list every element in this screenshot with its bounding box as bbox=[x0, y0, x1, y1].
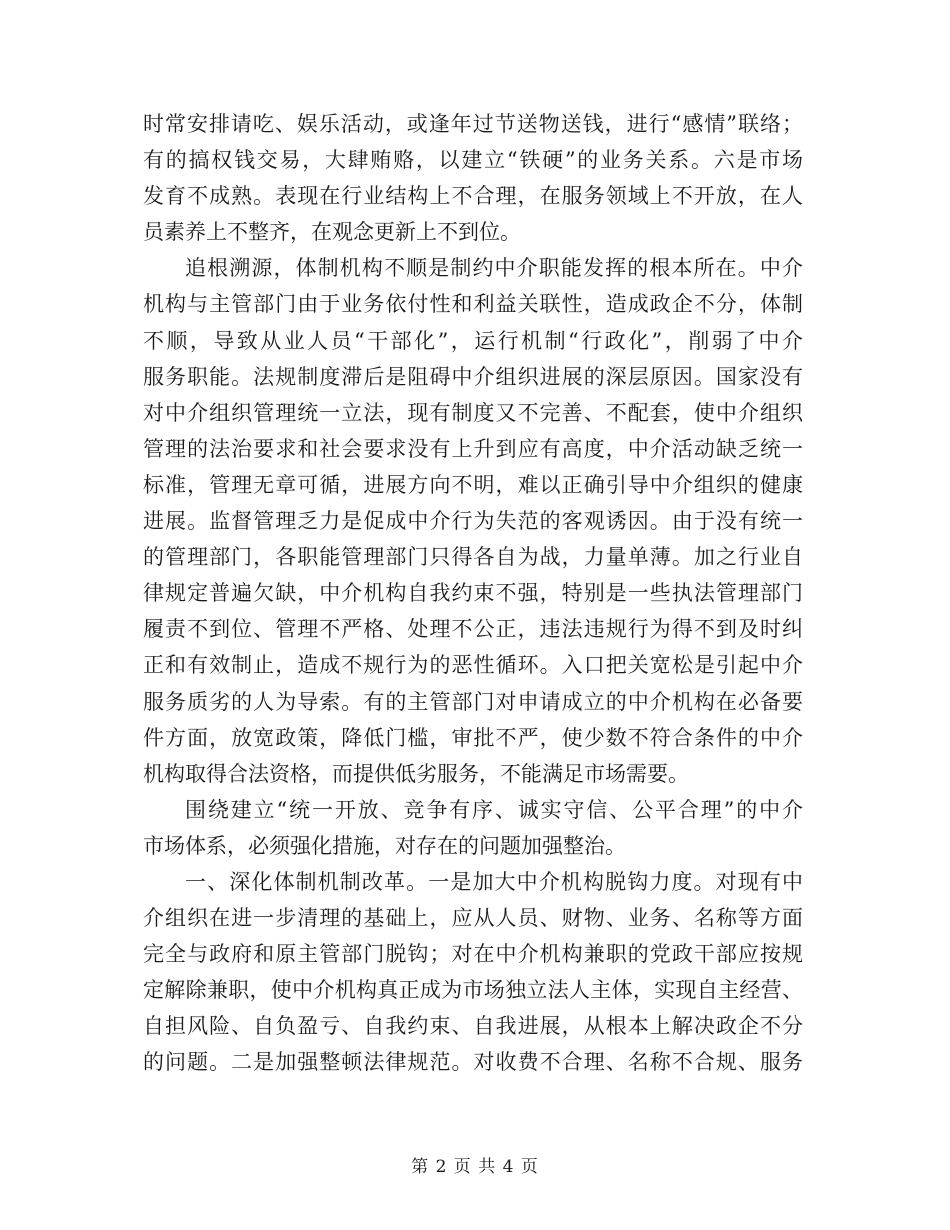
text-line: 发育不成熟。表现在行业结构上不合理，在服务领域上不开放，在人 bbox=[143, 184, 803, 209]
text-line: 的问题。二是加强整顿法律规范。对收费不合理、名称不合规、服务 bbox=[143, 1050, 803, 1075]
text-line: 完全与政府和原主管部门脱钩；对在中介机构兼职的党政干部应按规 bbox=[143, 942, 803, 967]
text-line: 履责不到位、管理不严格、处理不公正，违法违规行为得不到及时纠 bbox=[143, 617, 803, 642]
text-line: 对中介组织管理统一立法，现有制度又不完善、不配套，使中介组织 bbox=[143, 400, 803, 425]
text-line: 服务质劣的人为导索。有的主管部门对申请成立的中介机构在必备要 bbox=[143, 689, 803, 714]
text-line: 定解除兼职，使中介机构真正成为市场独立法人主体，实现自主经营、 bbox=[143, 978, 803, 1003]
text-line: 有的搞权钱交易，大肆贿赂，以建立“铁硬”的业务关系。六是市场 bbox=[143, 148, 803, 173]
text-line: 机构取得合法资格，而提供低劣服务，不能满足市场需要。 bbox=[143, 761, 689, 786]
text-line: 进展。监督管理乏力是促成中介行为失范的客观诱因。由于没有统一 bbox=[143, 509, 803, 534]
text-line: 律规定普遍欠缺，中介机构自我约束不强，特别是一些执法管理部门 bbox=[143, 581, 803, 606]
text-line: 标准，管理无章可循，进展方向不明，难以正确引导中介组织的健康 bbox=[143, 472, 803, 497]
text-line: 追根溯源，体制机构不顺是制约中介职能发挥的根本所在。中介 bbox=[185, 256, 803, 281]
page-number-footer: 第 2 页 共 4 页 bbox=[411, 1157, 539, 1177]
body-text bbox=[143, 106, 803, 1081]
text-line: 自担风险、自负盈亏、自我约束、自我进展，从根本上解决政企不分 bbox=[143, 1014, 803, 1039]
text-line: 市场体系，必须强化措施，对存在的问题加强整治。 bbox=[143, 833, 626, 858]
text-line: 围绕建立“统一开放、竞争有序、诚实守信、公平合理”的中介 bbox=[185, 797, 803, 822]
text-line: 服务职能。法规制度滞后是阻碍中介组织进展的深层原因。国家没有 bbox=[143, 364, 803, 389]
text-line: 不顺，导致从业人员“干部化”，运行机制“行政化”，削弱了中介 bbox=[143, 328, 803, 353]
text-line: 正和有效制止，造成不规行为的恶性循环。入口把关宽松是引起中介 bbox=[143, 653, 803, 678]
text-line: 一、深化体制机制改革。一是加大中介机构脱钩力度。对现有中 bbox=[185, 869, 803, 894]
text-line: 件方面，放宽政策，降低门槛，审批不严，使少数不符合条件的中介 bbox=[143, 725, 803, 750]
text-line: 机构与主管部门由于业务依付性和利益关联性，造成政企不分，体制 bbox=[143, 292, 803, 317]
text-line: 时常安排请吃、娱乐活动，或逢年过节送物送钱，进行“感情”联络； bbox=[143, 112, 803, 136]
text-line: 的管理部门，各职能管理部门只得各自为战，力量单薄。加之行业自 bbox=[143, 545, 803, 570]
text-line: 管理的法治要求和社会要求没有上升到应有高度，中介活动缺乏统一 bbox=[143, 436, 803, 461]
text-line: 介组织在进一步清理的基础上，应从人员、财物、业务、名称等方面 bbox=[143, 906, 803, 931]
text-line: 员素养上不整齐，在观念更新上不到位。 bbox=[143, 220, 521, 245]
